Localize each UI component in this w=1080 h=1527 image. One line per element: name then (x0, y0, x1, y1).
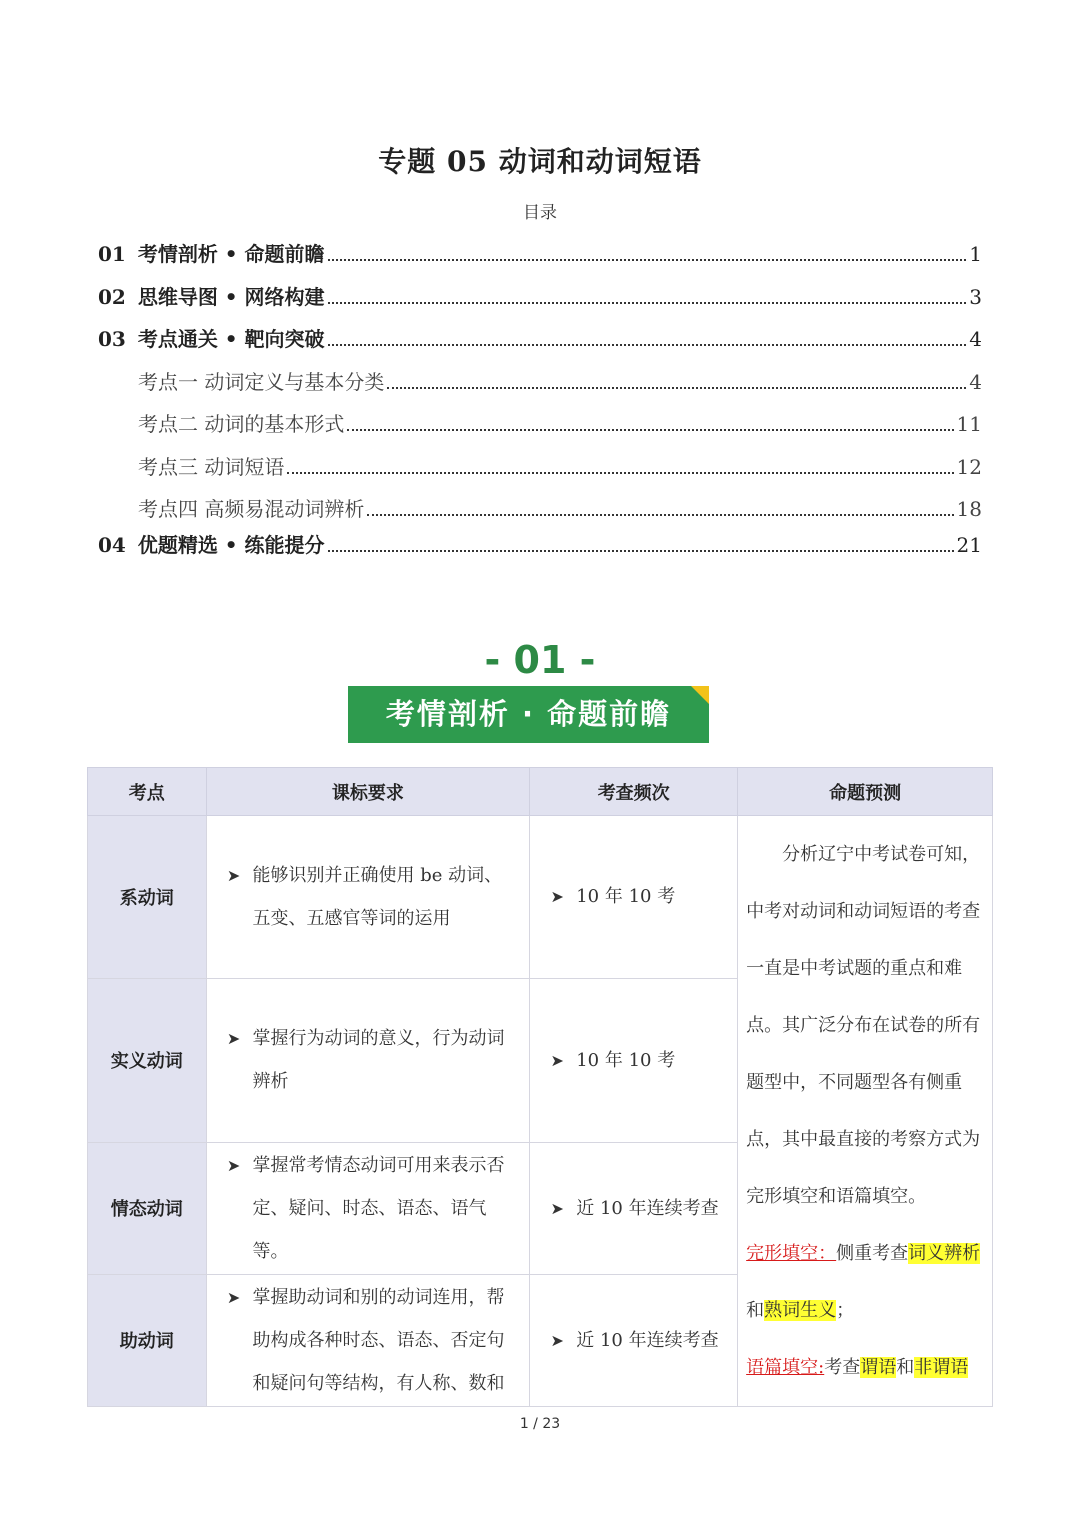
kp-cell: 实义动词 (88, 978, 207, 1142)
column-header: 命题预测 (738, 768, 993, 816)
arrow-bullet-icon: ➤ (226, 1287, 241, 1307)
exam-analysis-table (87, 767, 993, 1407)
section-number: - 01 - (484, 638, 596, 682)
arrow-bullet-icon: ➤ (550, 1050, 564, 1070)
requirement-cell: ➤ 能够识别并正确使用 be 动词、五变、五感官等词的运用 (206, 816, 530, 979)
toc-label: 考点三 动词短语 (138, 455, 285, 479)
frequency-cell: ➤ 近 10 年连续考查 (530, 1142, 738, 1274)
toc-subitem[interactable] (98, 408, 982, 437)
requirement-cell: ➤ 掌握助动词和别的动词连用，帮助构成各种时态、语态、否定句和疑问句等结构，有人称、数和 (206, 1274, 530, 1406)
toc-item[interactable]: 02 思维导图 • 网络构建 3 (98, 281, 982, 310)
table-row (88, 816, 993, 979)
frequency-cell: ➤ 10 年 10 考 (530, 978, 738, 1142)
toc-label: 优题精选 • 练能提分 (137, 533, 325, 557)
toc-page: 11 (956, 412, 982, 436)
column-header: 课标要求 (206, 768, 530, 816)
toc-page: 1 (969, 242, 982, 266)
arrow-bullet-icon: ➤ (550, 887, 564, 907)
toc-label: 思维导图 • 网络构建 (137, 285, 325, 309)
arrow-bullet-icon: ➤ (226, 1029, 241, 1049)
prediction-cell (738, 816, 993, 1407)
arrow-bullet-icon: ➤ (550, 1330, 564, 1350)
kp-cell: 系动词 (88, 816, 207, 979)
toc-item[interactable]: 01 考情剖析 • 命题前瞻 1 (98, 238, 982, 267)
requirement-cell: ➤ 掌握行为动词的意义，行为动词辨析 (206, 978, 530, 1142)
toc-page: 4 (969, 327, 982, 351)
section-banner (348, 686, 709, 743)
toc-subitem[interactable] (98, 493, 982, 522)
page-indicator: 1 / 23 (519, 1416, 561, 1432)
toc-subitem[interactable] (98, 366, 982, 395)
toc-label: 考点二 动词的基本形式 (138, 412, 345, 436)
arrow-bullet-icon: ➤ (226, 865, 241, 885)
toc-page: 12 (956, 455, 982, 479)
frequency-cell: ➤ 近 10 年连续考查 (530, 1274, 738, 1406)
toc-subitem[interactable] (98, 451, 982, 480)
arrow-bullet-icon: ➤ (550, 1198, 564, 1218)
prediction-intro: 分析辽宁中考试卷可知，中考对动词和动词短语的考查一直是中考试题的重点和难点。其广泛分布在试卷的所有题型中，不同题型各有侧重点，其中最直接的考察方式为完形填空和语篇填空。 (746, 844, 981, 1207)
toc-label: 考点一 动词定义与基本分类 (138, 370, 385, 394)
frequency-cell: ➤ 10 年 10 考 (530, 816, 738, 979)
toc-page: 18 (956, 497, 982, 521)
kp-cell: 情态动词 (88, 1142, 207, 1274)
prediction-text-fill: 语篇填空:考查谓语和非谓语 (746, 1357, 969, 1378)
corner-flag-icon (691, 686, 709, 704)
toc-label: 考点四 高频易混动词辨析 (138, 497, 365, 521)
toc-label: 考情剖析 • 命题前瞻 (137, 242, 325, 266)
toc-page: 3 (969, 285, 982, 309)
section-banner-label: 考情剖析 · 命题前瞻 (385, 697, 672, 731)
toc-heading: 目录 (523, 203, 557, 223)
column-header: 考点 (88, 768, 207, 816)
toc-item[interactable]: 04 优题精选 • 练能提分 21 (98, 529, 982, 558)
table-header-row (88, 768, 993, 816)
arrow-bullet-icon: ➤ (226, 1155, 241, 1175)
requirement-cell: ➤ 掌握常考情态动词可用来表示否定、疑问、时态、语态、语气等。 (206, 1142, 530, 1274)
toc-page: 21 (956, 533, 982, 557)
toc-item[interactable]: 03 考点通关 • 靶向突破 4 (98, 323, 982, 352)
toc-label: 考点通关 • 靶向突破 (137, 327, 325, 351)
prediction-cloze: 完形填空：侧重考查词义辨析和熟词生义； (746, 1243, 981, 1321)
toc-page: 4 (969, 370, 982, 394)
column-header: 考查频次 (530, 768, 738, 816)
kp-cell: 助动词 (88, 1274, 207, 1406)
page-title: 专题 05 动词和动词短语 (378, 145, 702, 178)
